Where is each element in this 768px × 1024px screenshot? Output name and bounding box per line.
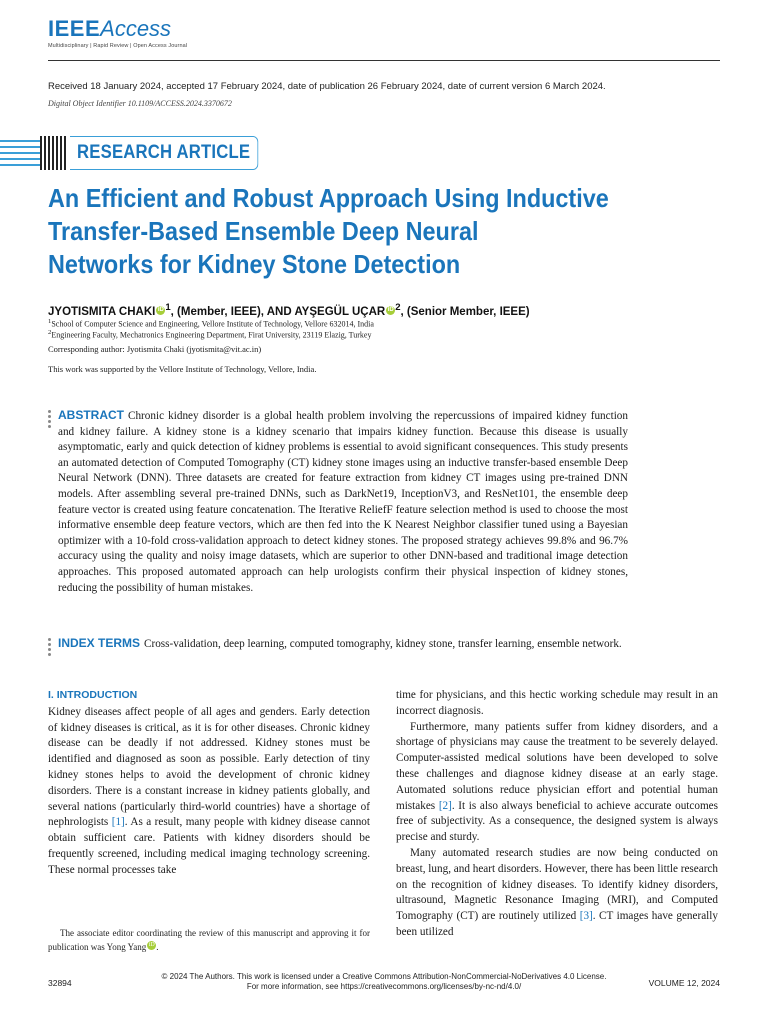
editor-note: The associate editor coordinating the review of this manuscript and approving it for publication was Yong Yang iD .: [48, 928, 370, 952]
logo-access: Access: [100, 16, 172, 41]
paragraph: [48, 705, 370, 879]
orcid-icon[interactable]: iD: [387, 306, 394, 313]
affiliation-text: Engineering Faculty, Mechatronics Engineering Department, Firat University, 23119 Elazig, Turkey: [51, 330, 372, 340]
abstract-dots-icon: [48, 410, 51, 430]
license-notice: [160, 972, 608, 992]
author-name: JYOTISMITA CHAKI: [48, 305, 156, 318]
abstract-label: ABSTRACT: [58, 408, 124, 422]
section-heading: I. INTRODUCTION: [48, 689, 138, 701]
paper-title: [48, 182, 688, 281]
banner-barcode: [40, 136, 68, 170]
volume-year: VOLUME 12, 2024: [648, 978, 720, 988]
doi: Digital Object Identifier 10.1109/ACCESS.2024.3370672: [48, 99, 232, 108]
title-line: An Efficient and Robust Approach Using Inductive: [48, 183, 609, 213]
authors: [48, 302, 530, 318]
article-type-banner: [0, 136, 270, 170]
title-line: Networks for Kidney Stone Detection: [48, 249, 461, 279]
paragraph-text: . As a result, many people with kidney disease cannot obtain sufficient care. Patients with kidney disorders should be frequently screened, including medical imaging technology screening. These normal processes take: [48, 816, 370, 876]
paragraph-text: Furthermore, many patients suffer from kidney disorders, and a shortage of physicians may cause the treatment to be severely delayed. Computer-assisted medical solutions have been developed to solve these challenges and diagnose kidney disease at an early stage. Automated solutions reduce physician effort and potential human mistakes: [396, 720, 718, 812]
left-column: [48, 688, 370, 879]
affiliation: [48, 329, 371, 340]
right-column: [396, 688, 718, 941]
affiliation: [48, 318, 374, 329]
paragraph-text: . CT images have generally been utilized: [396, 910, 718, 938]
journal-logo: [48, 16, 187, 49]
title-line: Transfer-Based Ensemble Deep Neural: [48, 216, 479, 246]
page-number: 32894: [48, 978, 72, 988]
license-line: © 2024 The Authors. This work is licensed under a Creative Commons Attribution-NonCommercial-NoDerivatives 4.0 License.: [161, 972, 607, 981]
funding-note: This work was supported by the Vellore Institute of Technology, Vellore, India.: [48, 364, 317, 374]
article-type-label: RESEARCH ARTICLE: [70, 136, 258, 170]
affiliation-sup: 2: [48, 329, 52, 336]
editor-note-text: The associate editor coordinating the review of this manuscript and approving it for publication was Yong Yang: [48, 928, 370, 952]
affiliation-sup: 1: [48, 318, 52, 325]
logo-tagline: Multidisciplinary | Rapid Review | Open Access Journal: [48, 43, 188, 49]
author-role: , (Member, IEEE), AND: [170, 305, 295, 318]
abstract-text: Chronic kidney disorder is a global health problem involving the repercussions of impaired kidney function and kidney failure. A kidney stone is a kidney scenario that impairs kidney function. Because this disease is usually asymptomatic, early and quick detection of kidney problems is essential to avoid significant consequences. This study presents an automated detection of Computed Tomography (CT) kidney stone images using an inductive transfer-based ensemble Deep Neural Network (DNN). Three datasets are created for feature extraction from kidney CT images using pre-trained DNN models. After assembling several pre-trained DNNs, such as DarkNet19, InceptionV3, and ResNet101, the ensemble deep feature vector is created using feature concatenation. The Iterative ReliefF feature selection method is used to choose the most informative ensemble deep feature vectors, which are then fed into the K Nearest Neighbor classifier tuned using a Bayesian optimizer with a 10-fold cross-validation approach to detect kidney stones. The proposed strategy achieves 99.8% and 96.7% accuracy using the quality and noisy image datasets, which are superior to other DNN-based and traditional image detection approaches. This proposed automated approach can help urologists confirm their physical inspection of kidney stones, reducing the possibility of human mistakes.: [58, 410, 628, 594]
affiliation-text: School of Computer Science and Engineering, Vellore Institute of Technology, Vellore 632014, India: [51, 319, 374, 329]
logo-ieee: IEEE: [48, 16, 101, 41]
index-terms-dots-icon: [48, 638, 51, 658]
citation-link[interactable]: [1]: [111, 816, 125, 829]
abstract: [58, 408, 628, 596]
author-affil-sup: 1: [165, 302, 171, 313]
banner-stripes: [0, 140, 40, 166]
index-terms: [58, 636, 628, 653]
paragraph-text: Many automated research studies are now being conducted on breast, lung, and heart disorders. However, there has been little research on the recognition of kidney diseases. To identify kidney disorders, ultrasound, Magnetic Resonance Imaging (MRI), and Computed Tomography (CT) are routinely utilized: [396, 846, 718, 923]
paragraph-text: Kidney diseases affect people of all ages and genders. Early detection of kidney diseases is critical, as it is for other diseases. Chronic kidney disease can be deadly if not addressed. Kidney stones must be identified and diagnosed as soon as possible. Early detection of tiny kidney stones helps to avoid the development of chronic kidney disorders. There is a constant increase in kidney patients globally, and several nations (particularly third-world countries) have a shortage of nephrologists: [48, 705, 370, 829]
corresponding-author: Corresponding author: Jyotismita Chaki (jyotismita@vit.ac.in): [48, 344, 262, 354]
author-affil-sup: 2: [395, 302, 401, 313]
header-divider: [48, 60, 720, 61]
citation-link[interactable]: [3]: [579, 910, 593, 923]
license-line[interactable]: For more information, see https://creativecommons.org/licenses/by-nc-nd/4.0/: [246, 982, 522, 991]
orcid-icon[interactable]: iD: [157, 306, 164, 313]
paragraph: [396, 720, 718, 846]
orcid-icon[interactable]: iD: [148, 942, 155, 948]
paragraph-text: . It is also always beneficial to achieve accurate outcomes free of subjectivity. As a consequence, the designed system is always precise and sturdy.: [396, 799, 718, 844]
author-name: AYŞEGÜL UÇAR: [294, 305, 386, 318]
received-dates: Received 18 January 2024, accepted 17 February 2024, date of publication 26 February 2024, date of current version 6 March 2024.: [48, 81, 606, 92]
citation-link[interactable]: [2]: [438, 799, 452, 812]
author-role: , (Senior Member, IEEE): [400, 305, 530, 318]
index-terms-label: INDEX TERMS: [58, 636, 141, 650]
index-terms-text: Cross-validation, deep learning, computed tomography, kidney stone, transfer learning, ensemble network.: [144, 638, 622, 650]
paragraph: time for physicians, and this hectic working schedule may result in an incorrect diagnosis.: [396, 689, 718, 717]
paragraph: [396, 846, 718, 941]
